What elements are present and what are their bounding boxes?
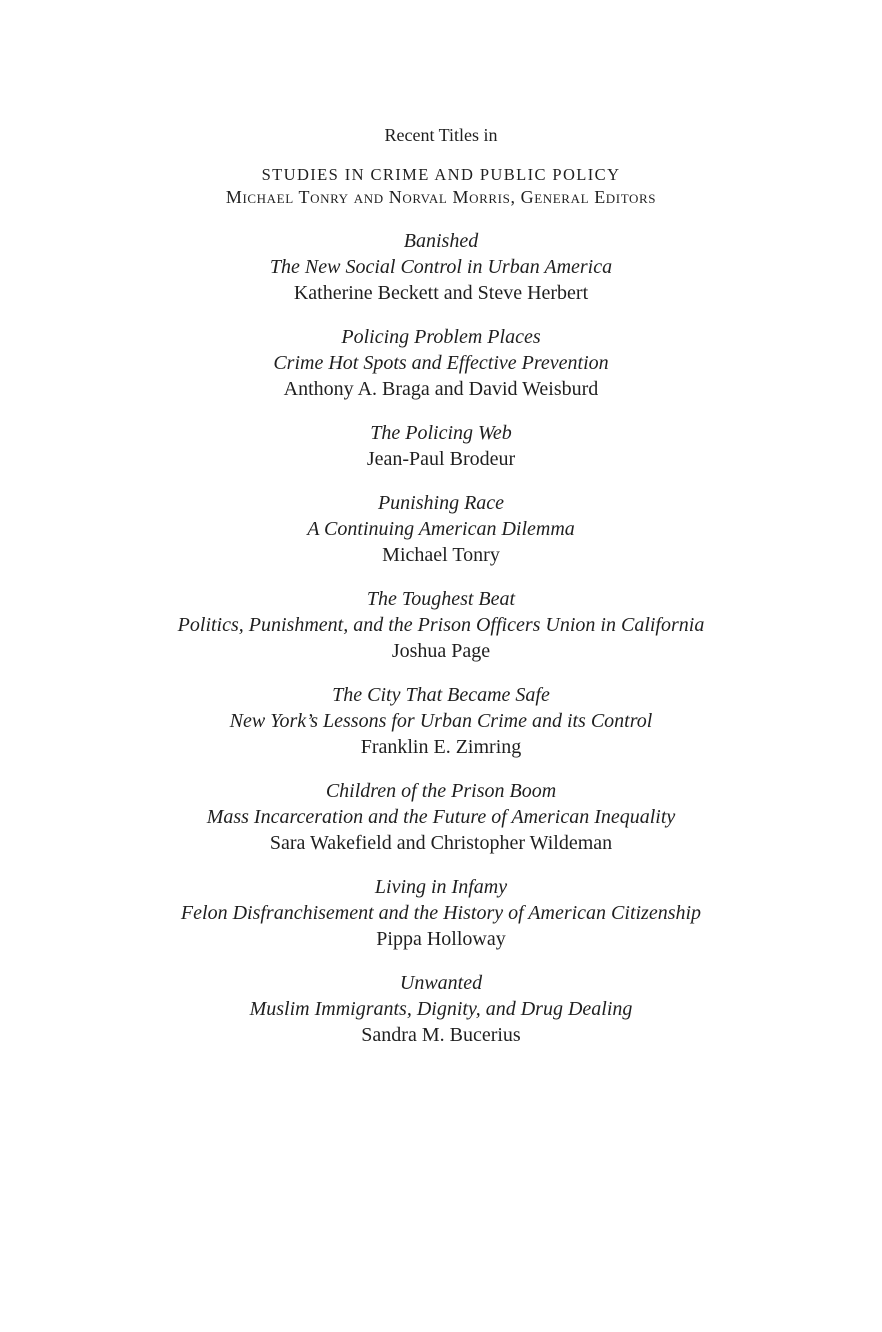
book-subtitle: Mass Incarceration and the Future of American Inequality [206,806,676,828]
recent-titles-heading: Recent Titles in [384,125,498,145]
book-entry [0,682,882,760]
book-title: Living in Infamy [374,876,508,898]
book-authors: Franklin E. Zimring [360,736,522,758]
book-title: The City That Became Safe [332,684,550,706]
book-entry [0,874,882,952]
book-subtitle: Muslim Immigrants, Dignity, and Drug Dealing [249,998,633,1020]
book-authors: Joshua Page [391,640,491,662]
book-authors: Sara Wakefield and Christopher Wildeman [269,832,613,854]
book-subtitle: Felon Disfranchisement and the History of American Citizenship [180,902,702,924]
book-title: Unwanted [399,972,483,994]
book-entry [0,420,882,472]
book-authors: Anthony A. Braga and David Weisburd [283,378,599,400]
book-list [0,228,882,1066]
series-block [0,164,882,208]
book-authors: Sandra M. Bucerius [361,1024,521,1046]
book-entry [0,970,882,1048]
book-title: The Policing Web [370,422,512,444]
book-title: Banished [403,230,479,252]
book-subtitle: A Continuing American Dilemma [307,518,575,540]
book-subtitle: New York’s Lessons for Urban Crime and its Control [229,710,653,732]
book-subtitle: Crime Hot Spots and Effective Prevention [273,352,609,374]
book-authors: Michael Tonry [382,544,500,566]
book-authors: Jean-Paul Brodeur [366,448,516,470]
book-title: Punishing Race [377,492,505,514]
book-entry [0,228,882,306]
book-entry [0,490,882,568]
book-entry [0,324,882,402]
book-authors: Katherine Beckett and Steve Herbert [293,282,589,304]
book-title: The Toughest Beat [366,588,516,610]
book-title: Children of the Prison Boom [325,780,557,802]
book-authors: Pippa Holloway [376,928,506,950]
book-entry [0,586,882,664]
book-subtitle: The New Social Control in Urban America [269,256,613,278]
series-title: STUDIES IN CRIME AND PUBLIC POLICY [261,165,621,184]
book-title: Policing Problem Places [341,326,541,348]
book-subtitle: Politics, Punishment, and the Prison Officers Union in California [177,614,705,636]
book-entry [0,778,882,856]
series-editors: Michael Tonry and Norval Morris, General Editors [225,187,657,207]
